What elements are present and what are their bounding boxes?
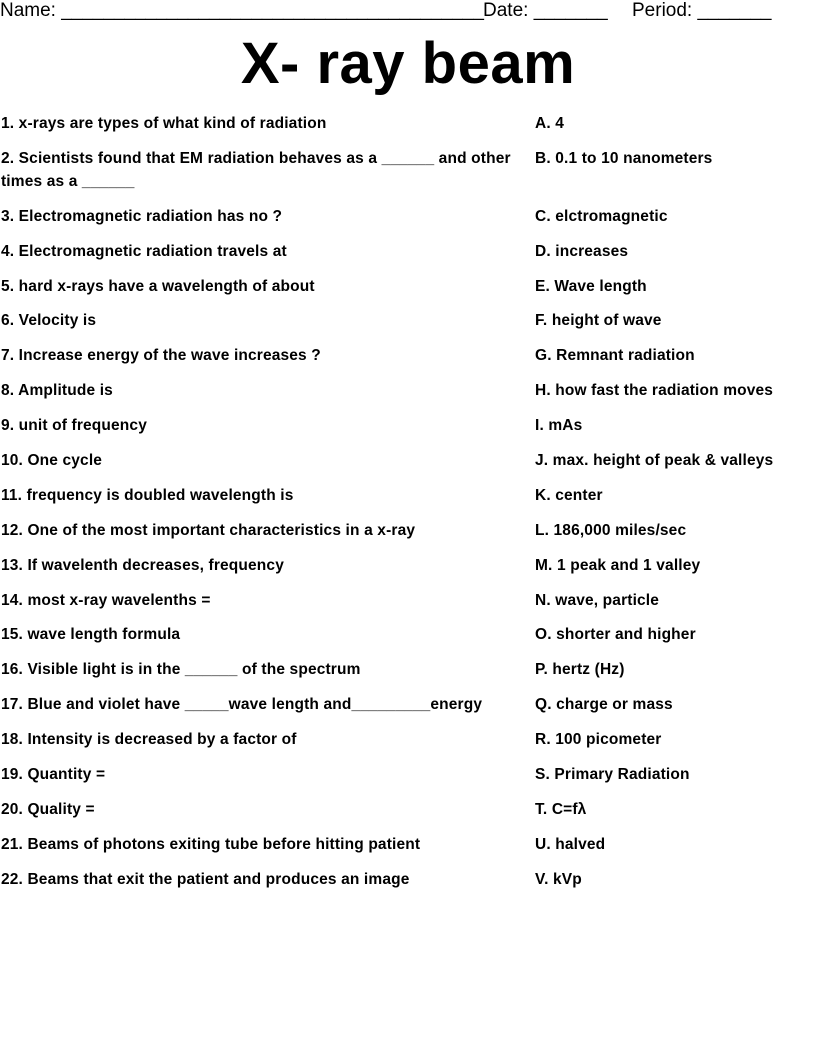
question-text: 1. x-rays are types of what kind of radiation [1,115,327,132]
matching-row [0,147,816,193]
question-text: 9. unit of frequency [1,417,147,435]
matching-row [0,275,816,298]
question-text: 15. wave length formula [1,626,181,644]
question-text: 6. Velocity is [1,312,97,330]
question-text: 21. Beams of photons exiting tube before hitting patient [1,835,421,853]
matching-row [0,344,816,367]
answer-option: B. 0.1 to 10 nanometers [535,149,713,167]
matching-row [0,728,816,751]
question-text: 14. most x-ray wavelenths = [1,591,211,609]
matching-row [0,112,816,135]
answer-option: L. 186,000 miles/sec [535,521,687,539]
question-text: 2. Scientists found that EM radiation behaves as a ______ and other times as a ______ [1,149,511,190]
question-text: 7. Increase energy of the wave increases ? [1,347,321,365]
answer-option: A. 4 [535,115,565,132]
answer-option: D. increases [535,242,629,260]
matching-list [0,112,816,903]
question-text: 3. Electromagnetic radiation has no ? [1,207,283,225]
answer-option: C. elctromagnetic [535,207,668,225]
answer-option: G. Remnant radiation [535,347,695,365]
question-text: 13. If wavelenth decreases, frequency [1,556,284,574]
answer-option: S. Primary Radiation [535,766,690,784]
question-text: 8. Amplitude is [1,382,113,400]
question-text: 16. Visible light is in the ______ of the spectrum [1,661,361,679]
answer-option: J. max. height of peak & valleys [535,452,774,470]
answer-option: N. wave, particle [535,591,660,609]
matching-row [0,798,816,821]
question-text: 5. hard x-rays have a wavelength of about [1,277,315,295]
matching-row [0,658,816,681]
answer-option: P. hertz (Hz) [535,661,625,679]
matching-row [0,379,816,402]
answer-option: E. Wave length [535,277,647,295]
header-line [0,0,816,26]
matching-row [0,519,816,542]
matching-row [0,623,816,646]
answer-option: O. shorter and higher [535,626,696,644]
question-text: 10. One cycle [1,452,103,470]
answer-option: T. C=fλ [535,800,587,818]
matching-row [0,833,816,856]
matching-row [0,484,816,507]
worksheet-title: X- ray beam [240,31,576,96]
question-text: 11. frequency is doubled wavelength is [1,486,294,504]
answer-option: I. mAs [535,417,583,435]
question-text: 18. Intensity is decreased by a factor of [1,731,297,749]
answer-option: R. 100 picometer [535,731,662,749]
matching-row [0,763,816,786]
answer-option: U. halved [535,835,606,853]
matching-row [0,693,816,716]
matching-row [0,868,816,891]
matching-row [0,414,816,437]
matching-row [0,589,816,612]
matching-row [0,205,816,228]
question-text: 12. One of the most important characteristics in a x-ray [1,521,416,539]
answer-option: H. how fast the radiation moves [535,382,774,400]
matching-row [0,240,816,263]
question-text: 22. Beams that exit the patient and produces an image [1,870,410,888]
name-field-label: Name: ________________________________________ [0,0,484,21]
answer-option: Q. charge or mass [535,696,673,714]
matching-row [0,309,816,332]
date-field-label: Date: _______ [483,0,608,21]
answer-option: V. kVp [535,870,582,888]
question-text: 4. Electromagnetic radiation travels at [1,242,287,260]
answer-option: F. height of wave [535,312,662,330]
question-text: 19. Quantity = [1,766,106,784]
question-text: 17. Blue and violet have _____wave length and_________energy [1,696,483,714]
answer-option: M. 1 peak and 1 valley [535,556,701,574]
matching-row [0,554,816,577]
matching-row [0,449,816,472]
answer-option: K. center [535,486,603,504]
question-text: 20. Quality = [1,800,95,818]
period-field-label: Period: _______ [632,0,772,21]
